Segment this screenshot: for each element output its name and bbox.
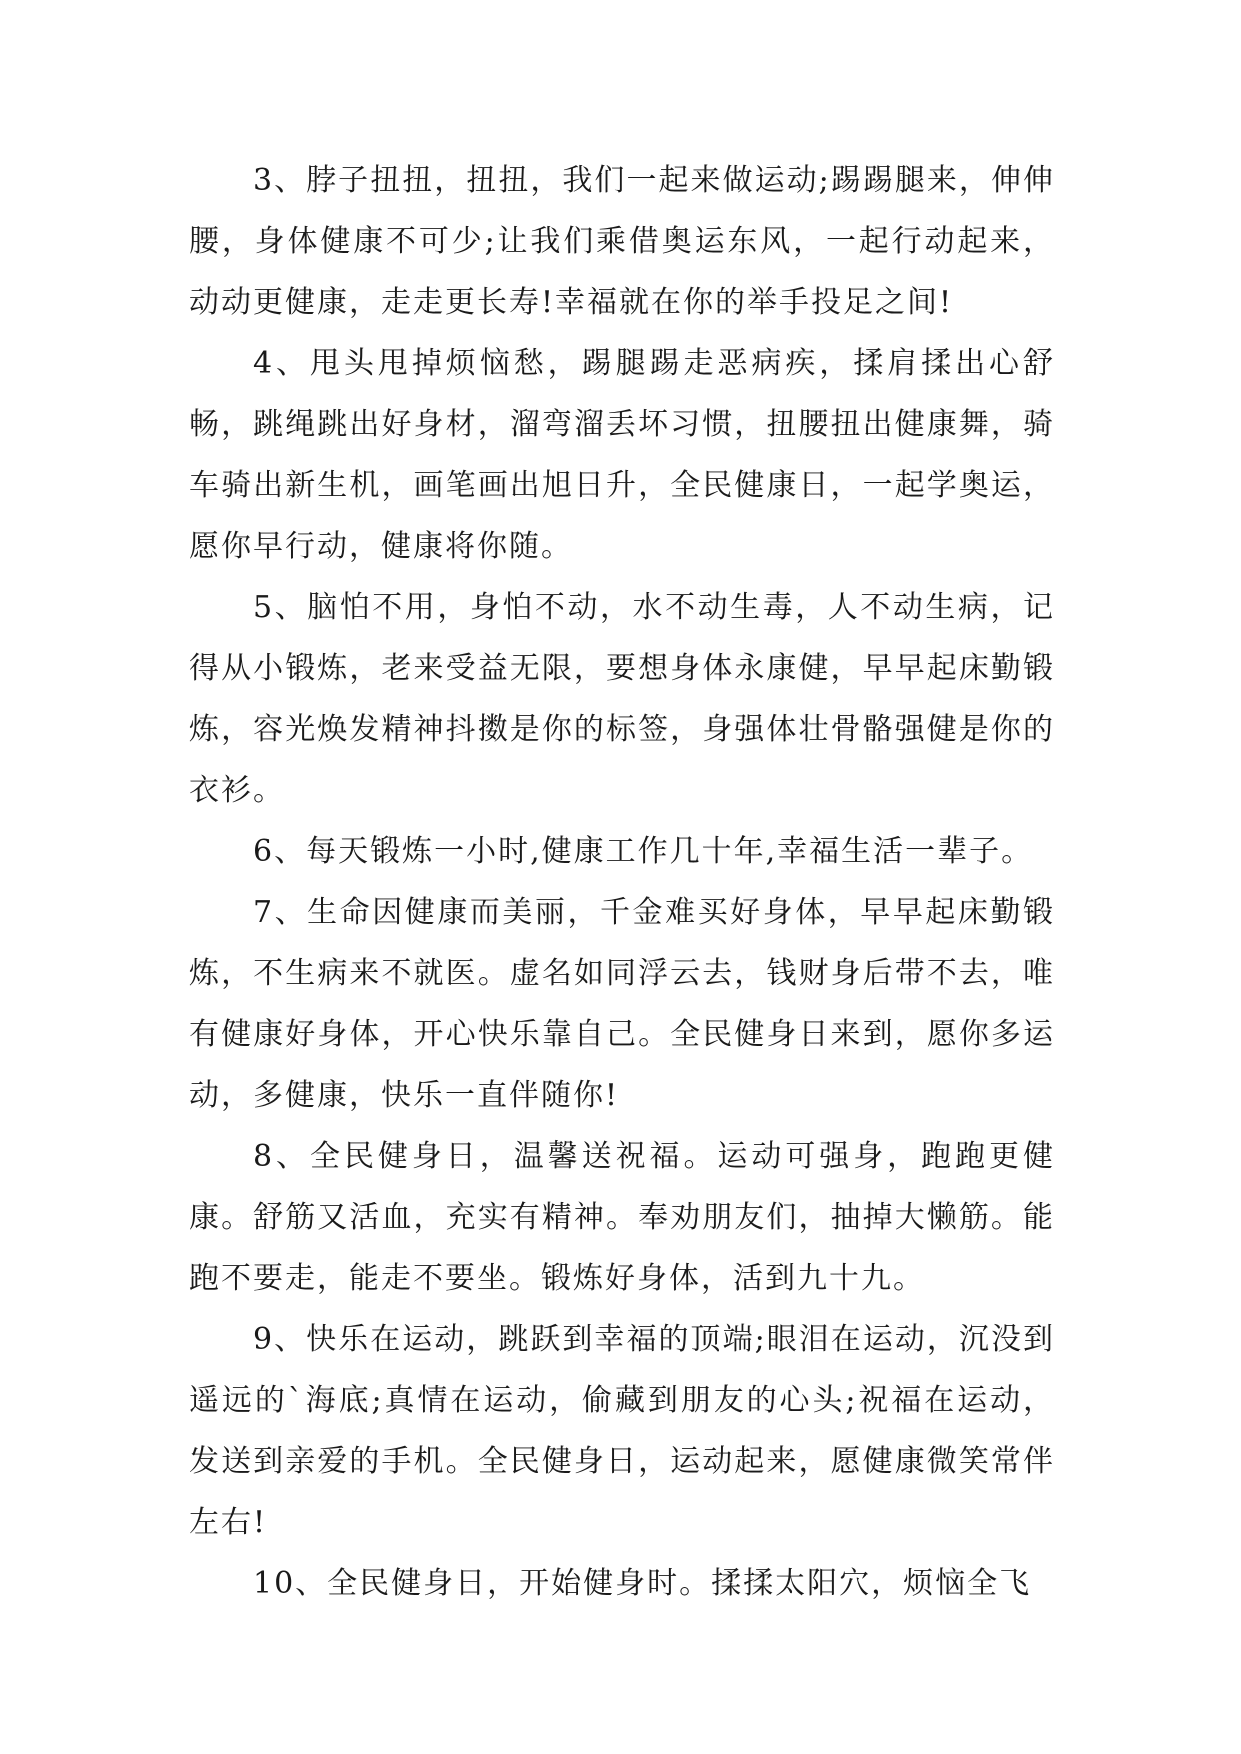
paragraph-7: 7、生命因健康而美丽，千金难买好身体，早早起床勤锻炼，不生病来不就医。虚名如同浮云去，钱财身后带不去，唯有健康好身体，开心快乐靠自己。全民健身日来到，愿你多运动，多健康，快乐一直伴随你!: [189, 895, 1055, 1113]
paragraph-3: 3、脖子扭扭，扭扭，我们一起来做运动;踢踢腿来，伸伸腰，身体健康不可少;让我们乘借奥运东风，一起行动起来，动动更健康，走走更长寿!幸福就在你的举手投足之间!: [189, 163, 1055, 320]
paragraph-5: 5、脑怕不用，身怕不动，水不动生毒，人不动生病，记得从小锻炼，老来受益无限，要想身体永康健，早早起床勤锻炼，容光焕发精神抖擞是你的标签，身强体壮骨骼强健是你的衣衫。: [189, 590, 1055, 808]
paragraph-10: 10、全民健身日，开始健身时。揉揉太阳穴，烦恼全飞: [253, 1566, 1032, 1601]
paragraph-4: 4、甩头甩掉烦恼愁，踢腿踢走恶病疾，揉肩揉出心舒畅，跳绳跳出好身材，溜弯溜丢坏习惯，扭腰扭出健康舞，骑车骑出新生机，画笔画出旭日升，全民健康日，一起学奥运，愿你早行动，健康将你随。: [189, 346, 1055, 564]
paragraph-6: 6、每天锻炼一小时,健康工作几十年,幸福生活一辈子。: [253, 834, 1034, 869]
paragraph-9: 9、快乐在运动，跳跃到幸福的顶端;眼泪在运动，沉没到遥远的`海底;真情在运动，偷藏到朋友的心头;祝福在运动，发送到亲爱的手机。全民健身日，运动起来，愿健康微笑常伴左右!: [189, 1322, 1055, 1540]
paragraph-8: 8、全民健身日，温馨送祝福。运动可强身，跑跑更健康。舒筋又活血，充实有精神。奉劝朋友们，抽掉大懒筋。能跑不要走，能走不要坐。锻炼好身体，活到九十九。: [189, 1139, 1055, 1296]
document-body: [189, 150, 1055, 1614]
